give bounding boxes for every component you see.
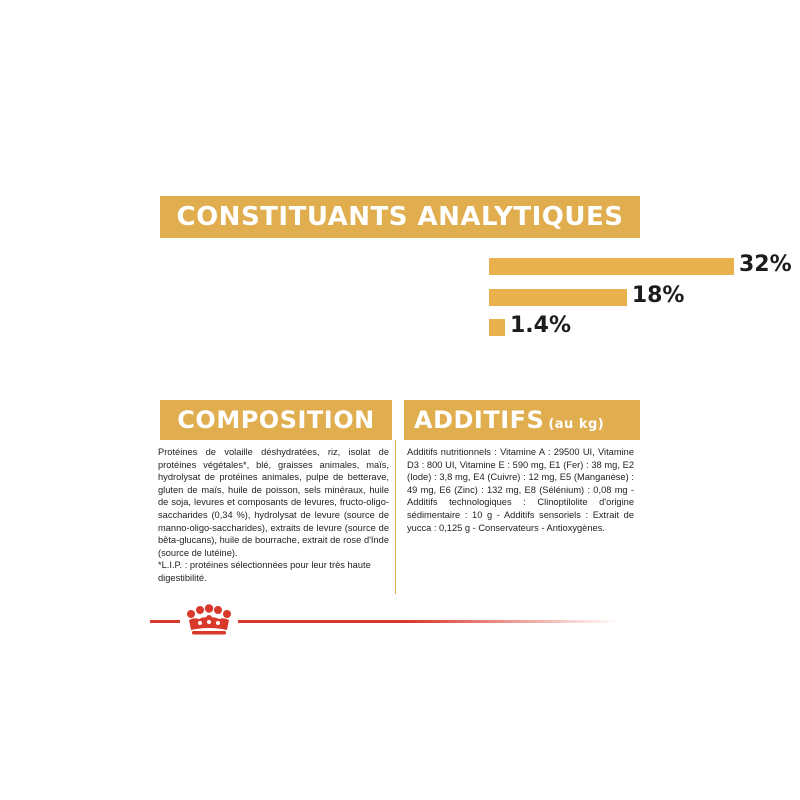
composition-title-text: COMPOSITION [177, 406, 375, 434]
additifs-panel [404, 440, 640, 594]
additifs-title-text: ADDITIFS [414, 406, 545, 434]
additifs-text: Additifs nutritionnels : Vitamine A : 29500 UI, Vitamine D3 : 800 UI, Vitamine E : 590 mg, E1 (Fer) : 38 mg, E2 (Iode) : 3,8 mg, E4 (Cuivre) : 12 mg, E5 (Manganèse) : 49 mg, E6 (Zinc) : 132 mg, E8 (Sélénium) : 0,08 mg - Additifs technologiques : Clinoptilolite d'origine sédimentaire : 10 g - Additifs sensoriels : Extrait de yucca : 0,125 g - Conservateurs - Antioxygènes. [407, 447, 634, 533]
additifs-subtitle: (au kg) [548, 416, 605, 432]
analytic-title-text: CONSTITUANTS ANALYTIQUES [176, 202, 624, 232]
row-value: 32% [739, 252, 792, 277]
composition-title [160, 400, 392, 440]
row-bar [489, 258, 734, 275]
composition-text: Protéines de volaille déshydratées, riz, isolat de protéines végétales*, blé, graisses animales, maïs, hydrolysat de protéines animales, pulpe de betterave, gluten de maïs, huile de poisson, sels minéraux, huile de soja, levures et composants de levures, fructo-oligo-saccharides (0,34 %), hydrolysat de levure (source de manno-oligo-saccharides), extraits de levure (source de bêta-glucans), huile de bourrache, extrait de rose d'Inde (source de lutéine). [158, 447, 389, 558]
composition-note: *L.I.P. : protéines sélectionnées pour leur très haute digestibilité. [158, 560, 371, 583]
crown-icon [180, 604, 238, 638]
row-bar [489, 319, 505, 336]
composition-panel [156, 440, 396, 594]
row-bar [489, 289, 627, 306]
additifs-title [404, 400, 640, 440]
row-value: 1.4% [510, 313, 572, 338]
row-value: 18% [631, 283, 685, 308]
analytic-title [160, 196, 640, 238]
